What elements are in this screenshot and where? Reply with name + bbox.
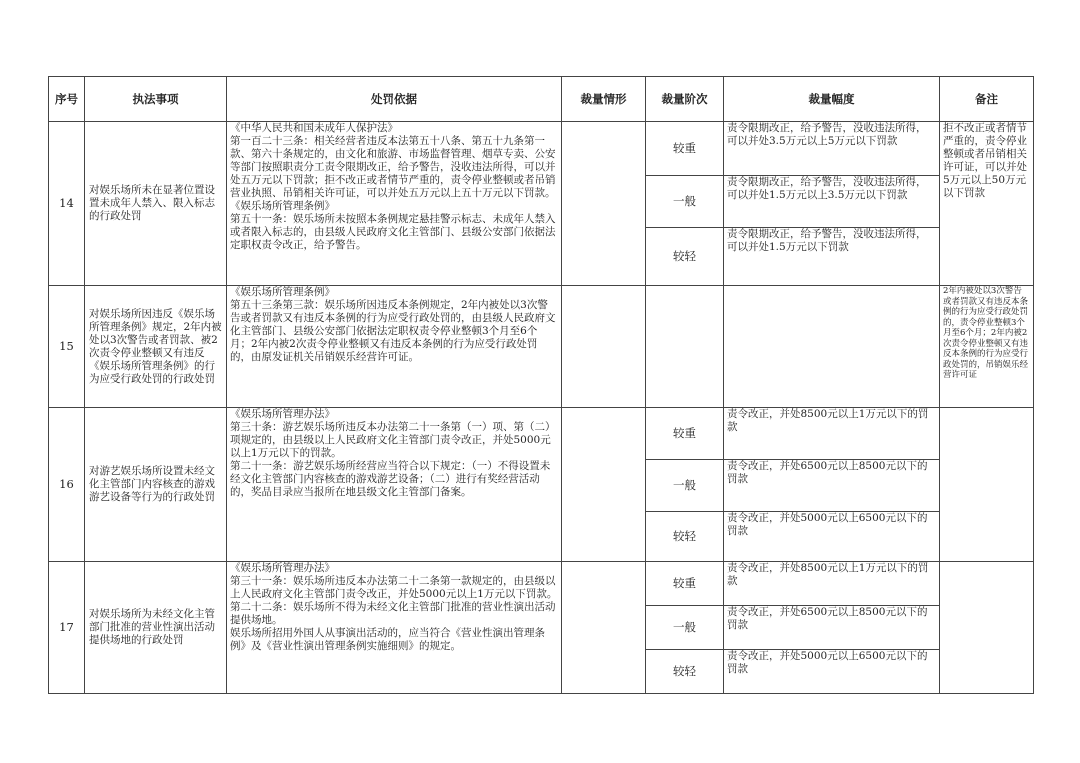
discretion-level: 较轻 [646, 512, 724, 562]
header-discretion-level: 裁量阶次 [646, 77, 724, 122]
discretion-level: 一般 [646, 606, 724, 650]
discretion-range: 责令改正，并处5000元以上6500元以下的罚款 [724, 650, 940, 694]
header-discretion-case: 裁量情形 [562, 77, 646, 122]
discretion-range: 责令改正，并处6500元以上8500元以下的罚款 [724, 606, 940, 650]
row-number: 15 [49, 286, 85, 408]
remarks [940, 408, 1034, 562]
table-row [49, 286, 1034, 408]
discretion-case [562, 286, 646, 408]
discretion-range: 责令改正，并处5000元以上6500元以下的罚款 [724, 512, 940, 562]
discretion-level: 较轻 [646, 228, 724, 286]
discretion-range: 责令改正，并处8500元以上1万元以下的罚款 [724, 562, 940, 606]
enforcement-item: 对娱乐场所未在显著位置设置未成年人禁入、限入标志的行政处罚 [85, 122, 227, 286]
discretion-level: 较重 [646, 562, 724, 606]
remarks [940, 562, 1034, 694]
discretion-level: 一般 [646, 176, 724, 228]
row-number: 14 [49, 122, 85, 286]
discretion-case [562, 122, 646, 286]
header-remarks: 备注 [940, 77, 1034, 122]
discretion-range: 责令限期改正，给予警告，没收违法所得，可以并处1.5万元以下罚款 [724, 228, 940, 286]
enforcement-item: 对娱乐场所因违反《娱乐场所管理条例》规定，2年内被处以3次警告或者罚款、被2次责令停业整顿又有违反《娱乐场所管理条例》的行为应受行政处罚的行政处罚 [85, 286, 227, 408]
discretion-range: 责令限期改正，给予警告，没收违法所得，可以并处1.5万元以上3.5万元以下罚款 [724, 176, 940, 228]
penalty-basis: 《娱乐场所管理条例》 第五十三条第三款：娱乐场所因违反本条例规定，2年内被处以3次警告或者罚款又有违反本条例的行为应受行政处罚的，由县级人民政府文化主管部门、县级公安部门依据法定职权责令停业整顿3个月至6个月；2年内被2次责令停业整顿又有违反本条例的行为应受行政处罚的，由原发证机关吊销娱乐经营许可证。 [227, 286, 562, 408]
discretion-range: 责令改正，并处6500元以上8500元以下的罚款 [724, 460, 940, 512]
remarks: 拒不改正或者情节严重的，责令停业整顿或者吊销相关许可证，可以并处5万元以上50万元以下罚款 [940, 122, 1034, 286]
header-enforcement-item: 执法事项 [85, 77, 227, 122]
discretion-case [562, 408, 646, 562]
discretion-level: 较重 [646, 122, 724, 176]
row-number: 17 [49, 562, 85, 694]
penalty-basis: 《中华人民共和国未成年人保护法》 第一百二十三条：相关经营者违反本法第五十八条、第五十九条第一款、第六十条规定的，由文化和旅游、市场监督管理、烟草专卖、公安等部门按照职责分工责令限期改正，给予警告，没收违法所得，可以并处五万元以下罚款；拒不改正或者情节严重的，责令停业整顿或者吊销营业执照、吊销相关许可证，可以并处五万元以上五十万元以下罚款。 《娱乐场所管理条例》 第五十一条：娱乐场所未按照本条例规定悬挂警示标志、未成年人禁入或者限入标志的，由县级人民政府文化主管部门、县级公安部门依据法定职权责令改正，给予警告。 [227, 122, 562, 286]
discretion-range: 责令限期改正，给予警告，没收违法所得，可以并处3.5万元以上5万元以下罚款 [724, 122, 940, 176]
penalty-basis: 《娱乐场所管理办法》 第三十一条：娱乐场所违反本办法第二十二条第一款规定的，由县级以上人民政府文化主管部门责令改正，并处5000元以上1万元以下罚款。 第二十二条：娱乐场所不得为未经文化主管部门批准的营业性演出活动提供场地。 娱乐场所招用外国人从事演出活动的，应当符合《营业性演出管理条例》及《营业性演出管理条例实施细则》的规定。 [227, 562, 562, 694]
discretion-case [562, 562, 646, 694]
enforcement-item: 对娱乐场所为未经文化主管部门批准的营业性演出活动提供场地的行政处罚 [85, 562, 227, 694]
header-number: 序号 [49, 77, 85, 122]
row-number: 16 [49, 408, 85, 562]
discretion-range [724, 286, 940, 408]
discretion-level: 较轻 [646, 650, 724, 694]
penalty-table [48, 76, 1034, 694]
table-row [49, 408, 1034, 460]
discretion-level: 较重 [646, 408, 724, 460]
table-row [49, 562, 1034, 606]
discretion-level [646, 286, 724, 408]
header-row [49, 77, 1034, 122]
table-row [49, 122, 1034, 176]
enforcement-item: 对游艺娱乐场所设置未经文化主管部门内容核查的游戏游艺设备等行为的行政处罚 [85, 408, 227, 562]
discretion-level: 一般 [646, 460, 724, 512]
penalty-basis: 《娱乐场所管理办法》 第三十条：游艺娱乐场所违反本办法第二十一条第（一）项、第（二）项规定的，由县级以上人民政府文化主管部门责令改正，并处5000元以上1万元以下的罚款。 第二十一条：游艺娱乐场所经营应当符合以下规定：（一）不得设置未经文化主管部门内容核查的游戏游艺设备；（二）进行有奖经营活动的，奖品目录应当报所在地县级文化主管部门备案。 [227, 408, 562, 562]
discretion-range: 责令改正，并处8500元以上1万元以下的罚款 [724, 408, 940, 460]
header-discretion-range: 裁量幅度 [724, 77, 940, 122]
remarks: 2年内被处以3次警告或者罚款又有违反本条例的行为应受行政处罚的，责令停业整顿3个月至6个月；2年内被2次责令停业整顿又有违反本条例的行为应受行政处罚的，吊销娱乐经营许可证 [940, 286, 1034, 408]
header-penalty-basis: 处罚依据 [227, 77, 562, 122]
